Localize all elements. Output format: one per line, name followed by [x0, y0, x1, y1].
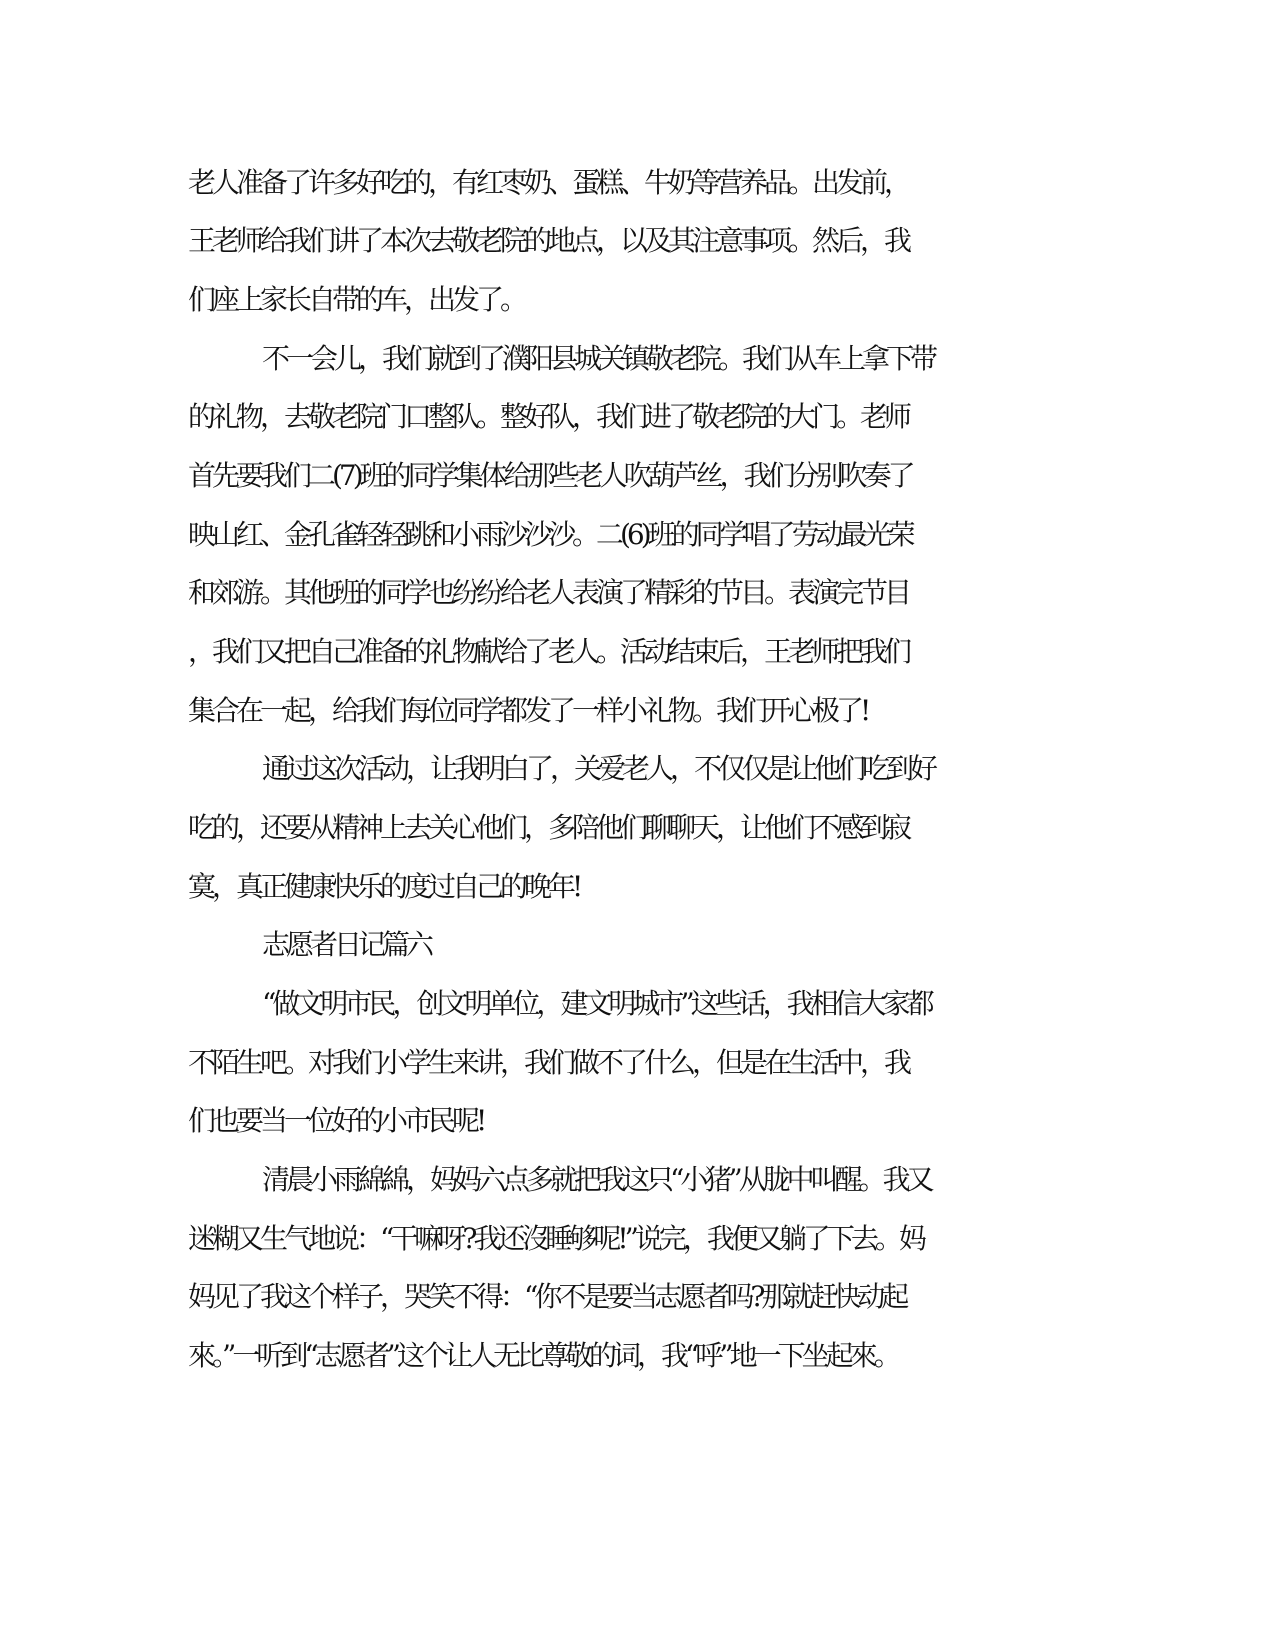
text-line: 们座上家长自带的车，出发了。: [188, 283, 525, 316]
text-line: 妈见了我这个样子，哭笑不得：“你不是要当志愿者吗?那就赶快动起: [188, 1280, 906, 1313]
text-line: 和郊游。其他班的同学也纷纷给老人表演了精彩的节目。表演完节目: [188, 576, 909, 609]
text-line: 不陌生吧。对我们小学生来讲，我们做不了什么，但是在生活中，我: [188, 1046, 909, 1079]
text-line: 们也要当一位好的小市民呢!: [188, 1104, 484, 1137]
paragraph-start-line: “做文明市民，创文明单位，建文明城市”这些话，我相信大家都: [262, 987, 931, 1020]
paragraph-start-line: 不一会儿，我们就到了濮阳县城关镇敬老院。我们从车上拿下带: [262, 342, 935, 375]
section-heading: 志愿者日记篇六: [262, 928, 431, 961]
text-line: 集合在一起，给我们每位同学都发了一样小礼物。我们开心极了!: [188, 694, 868, 727]
text-line: 吃的，还要从精神上去关心他们，多陪他们聊聊天，让他们不感到寂: [188, 811, 909, 844]
text-line: 王老师给我们讲了本次去敬老院的地点，以及其注意事项。然后，我: [188, 224, 909, 257]
text-line: 的礼物，去敬老院门口整队。整好队，我们进了敬老院的大门。老师: [188, 400, 909, 433]
text-line: 老人准备了许多好吃的，有红枣奶、蛋糕、牛奶等营养品。出发前，: [188, 166, 909, 199]
paragraph-start-line: 清晨小雨綿綿，妈妈六点多就把我这只“小猪”从胧中叫醒。我又: [262, 1163, 931, 1196]
text-line: 迷糊又生气地说：“干嘛呀?我还沒睡够呢!”说完，我便又躺了下去。妈: [188, 1222, 923, 1255]
text-line: 映山红、金孔雀轻轻跳和小雨沙沙沙。二(6)班的同学唱了劳动最光荣: [188, 518, 912, 551]
text-line: ，我们又把自己准备的礼物献给了老人。活动结束后，王老师把我们: [188, 635, 909, 668]
text-line: 來。”一听到“志愿者”这个让人无比尊敬的词，我“呼”地一下坐起來。: [188, 1339, 898, 1372]
text-line: 寞，真正健康快乐的度过自己的晚年!: [188, 870, 580, 903]
text-line: 首先要我们二(7)班的同学集体给那些老人吹葫芦丝，我们分别吹奏了: [188, 459, 912, 492]
paragraph-start-line: 通过这次活动，让我明白了，关爱老人，不仅仅是让他们吃到好: [262, 752, 935, 785]
